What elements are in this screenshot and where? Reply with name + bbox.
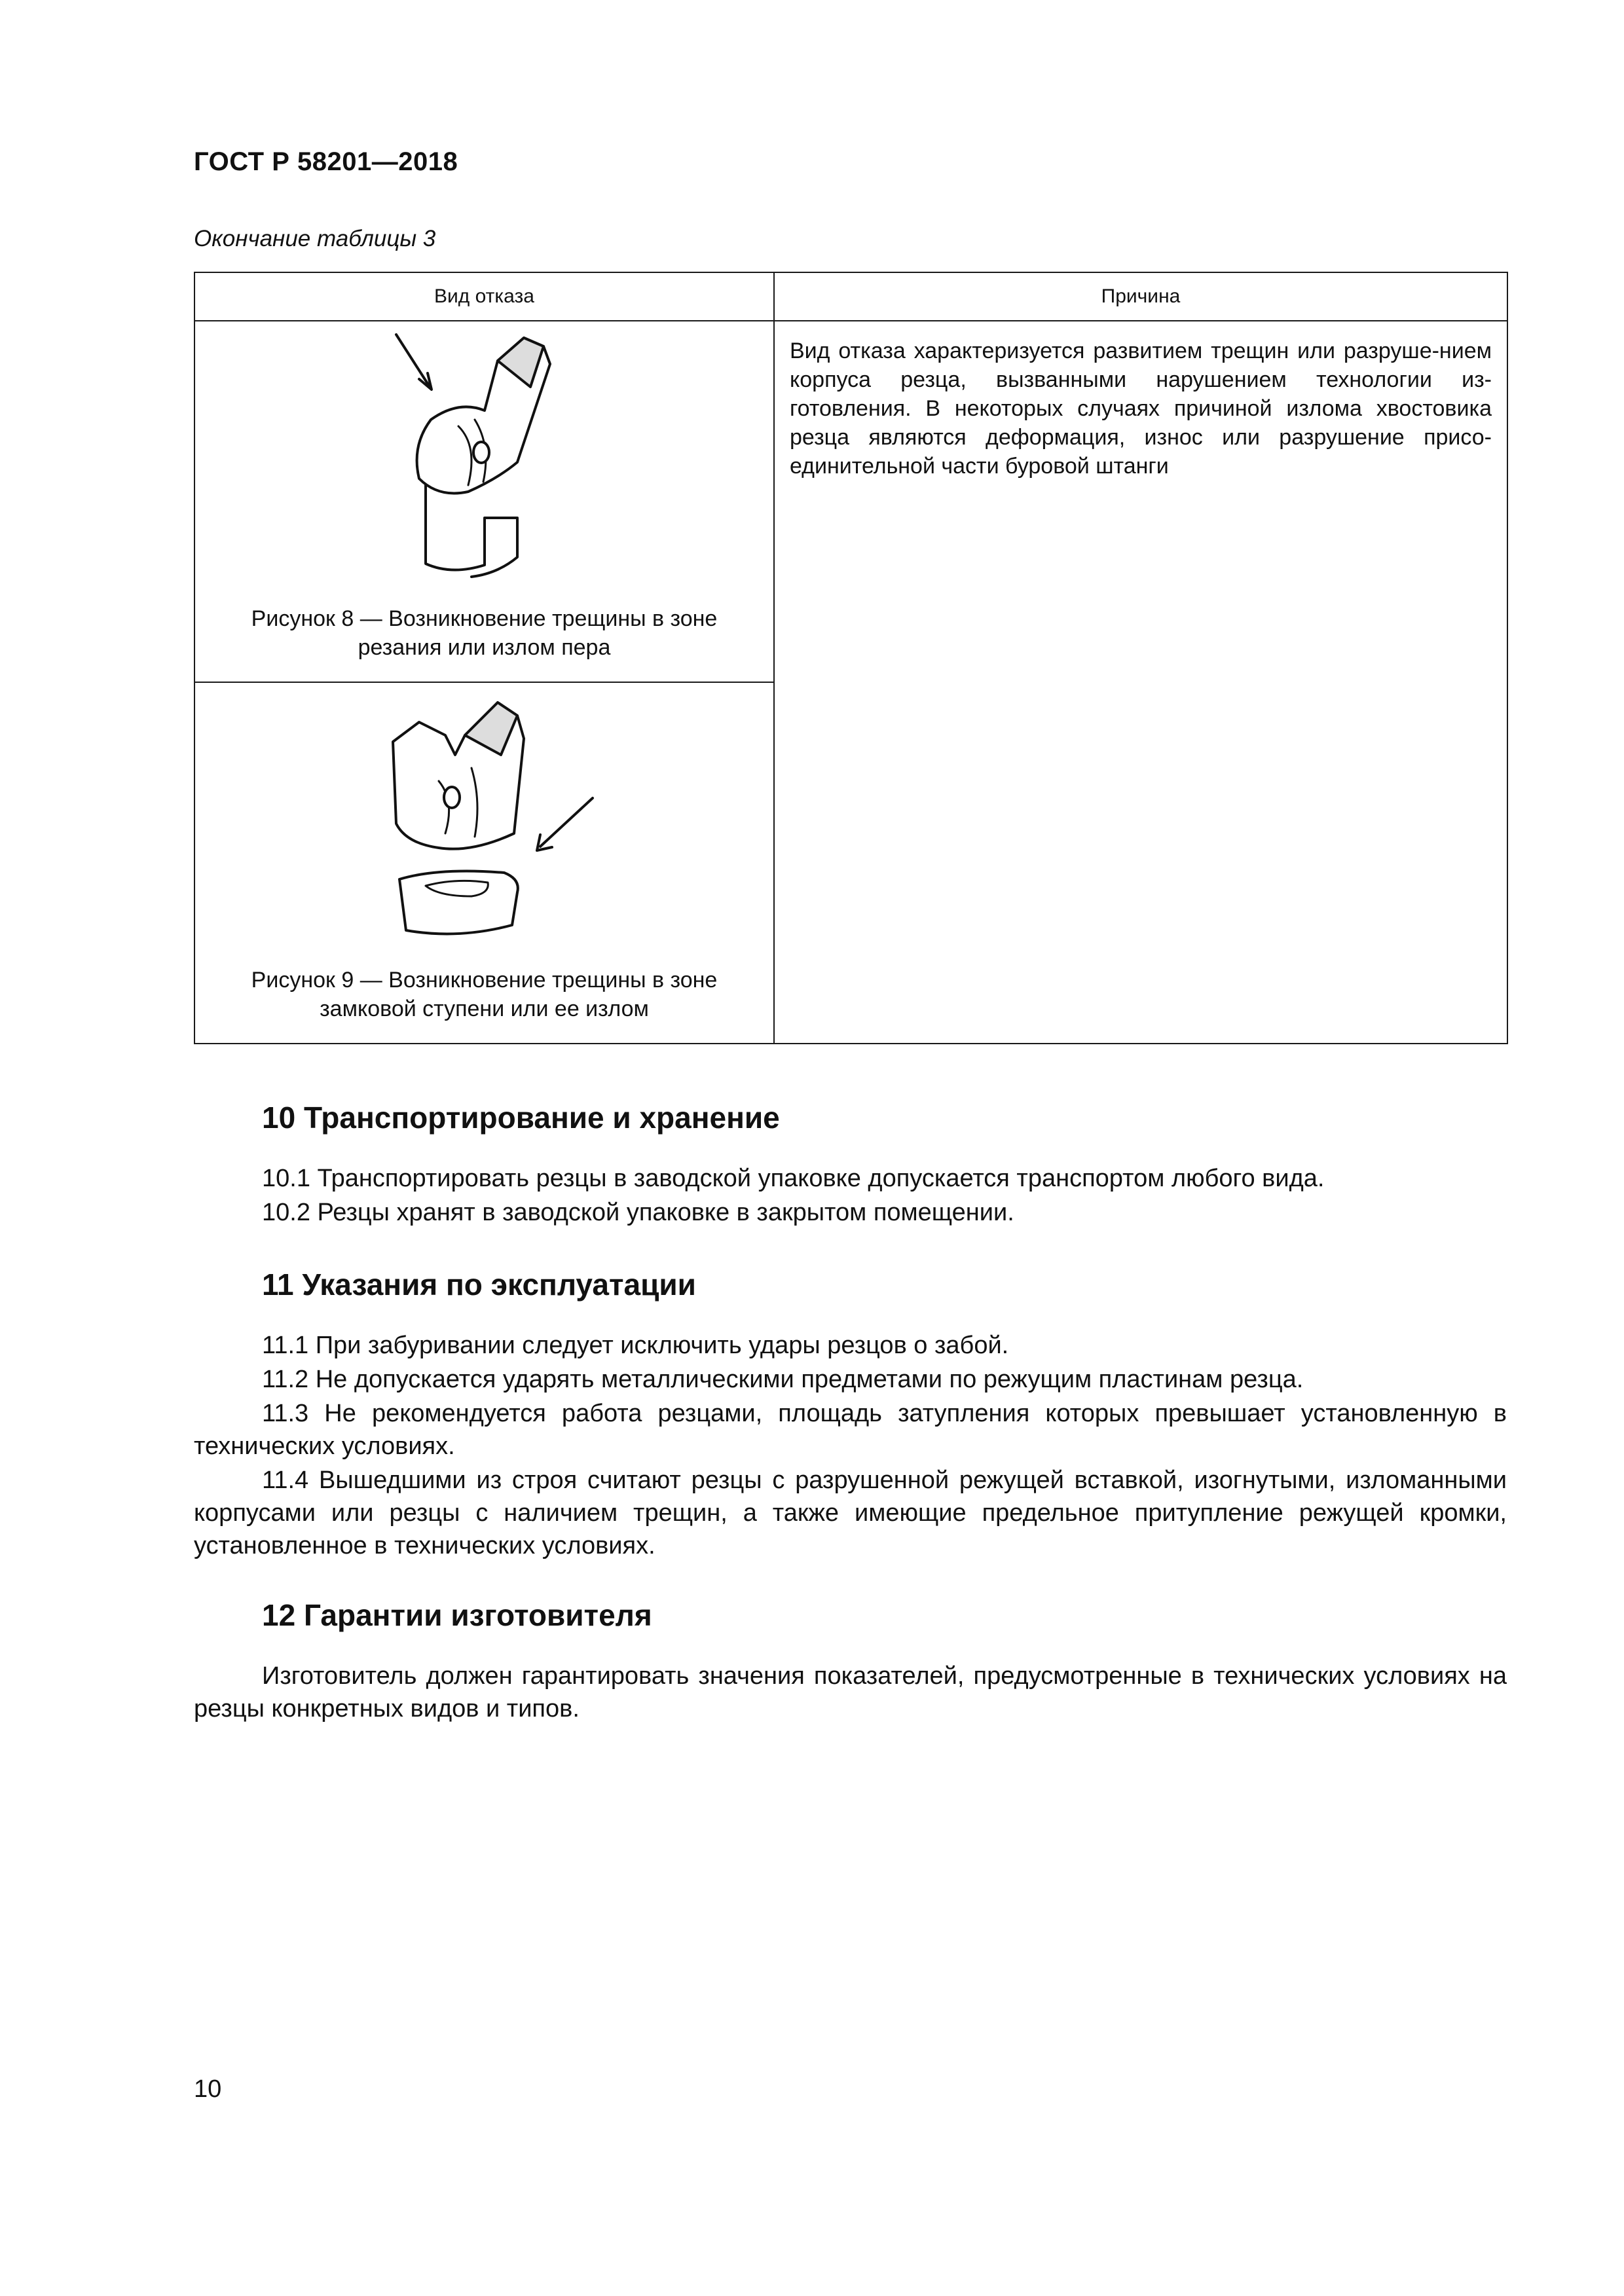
col-header-failure-type: Вид отказа [194,272,774,321]
table-header-row [194,272,1507,321]
document-id: ГОСТ Р 58201—2018 [194,147,458,176]
figure-8-caption-line-2: резания или излом пера [358,635,611,660]
fig9-hole [444,787,460,808]
table-row [194,321,1507,682]
figure-9-caption-line-2: замковой ступени или ее излом [320,996,649,1021]
figure-8-cutter-illustration [354,321,616,604]
figure-8-caption [195,604,773,671]
fig9-arrow [540,798,593,847]
figure-9-cutter-illustration [341,683,629,966]
paragraph-11-4: 11.4 Вышедшими из строя считают резцы с разрушенной режущей вставкой, изогнутыми, изломанными корпусами или резцы с наличием трещин, а также имеющие предельное притупление режущей кромки, установленное в технических условиях. [194,1467,1507,1559]
paragraph-12-1: Изготовитель должен гарантировать значения показателей, предусмотренные в технических условиях на резцы конкретных видов и типов. [194,1662,1507,1722]
figure-9-caption-line-1: Рисунок 9 — Возникновение трещины в зоне [251,968,718,993]
section-12-title: 12 Гарантии изготовителя [262,1598,652,1632]
section-10-title: 10 Транспортирование и хранение [262,1101,780,1135]
page-number: 10 [194,2075,222,2103]
paragraph-11-1: 11.1 При забуривании следует исключить удары резцов о забой. [262,1332,1009,1359]
fig8-hole [473,442,489,463]
failure-table [194,272,1508,1044]
figure-8-caption-line-1: Рисунок 8 — Возникновение трещины в зоне [251,606,718,631]
figure-8-cell [194,321,774,682]
section-11-title: 11 Указания по эксплуатации [262,1267,696,1302]
col-header-cause: Причина [774,272,1507,321]
figure-9-cell [194,682,774,1044]
paragraph-11-2: 11.2 Не допускается ударять металлическими предметами по режущим пластинам резца. [262,1366,1304,1393]
cause-cell [774,321,1507,1044]
fig8-arrow [396,335,429,386]
paragraph-10-2: 10.2 Резцы хранят в заводской упаковке в закрытом помещении. [262,1199,1014,1226]
cause-text: Вид отказа характеризуется развитием трещин или разруше-нием корпуса резца, вызванными нарушением технологии из-готовления. В некоторых случаях причиной излома хвостовика резца являются деформация, износ или разрушение присо-единительной части буровой штанги [790,338,1492,479]
figure-9-caption [195,966,773,1032]
paragraph-11-3: 11.3 Не рекомендуется работа резцами, площадь затупления которых превышает установленную в технических условиях. [194,1400,1507,1460]
paragraph-10-1: 10.1 Транспортировать резцы в заводской упаковке допускается транспортом любого вида. [262,1165,1325,1192]
table-caption: Окончание таблицы 3 [194,226,436,251]
